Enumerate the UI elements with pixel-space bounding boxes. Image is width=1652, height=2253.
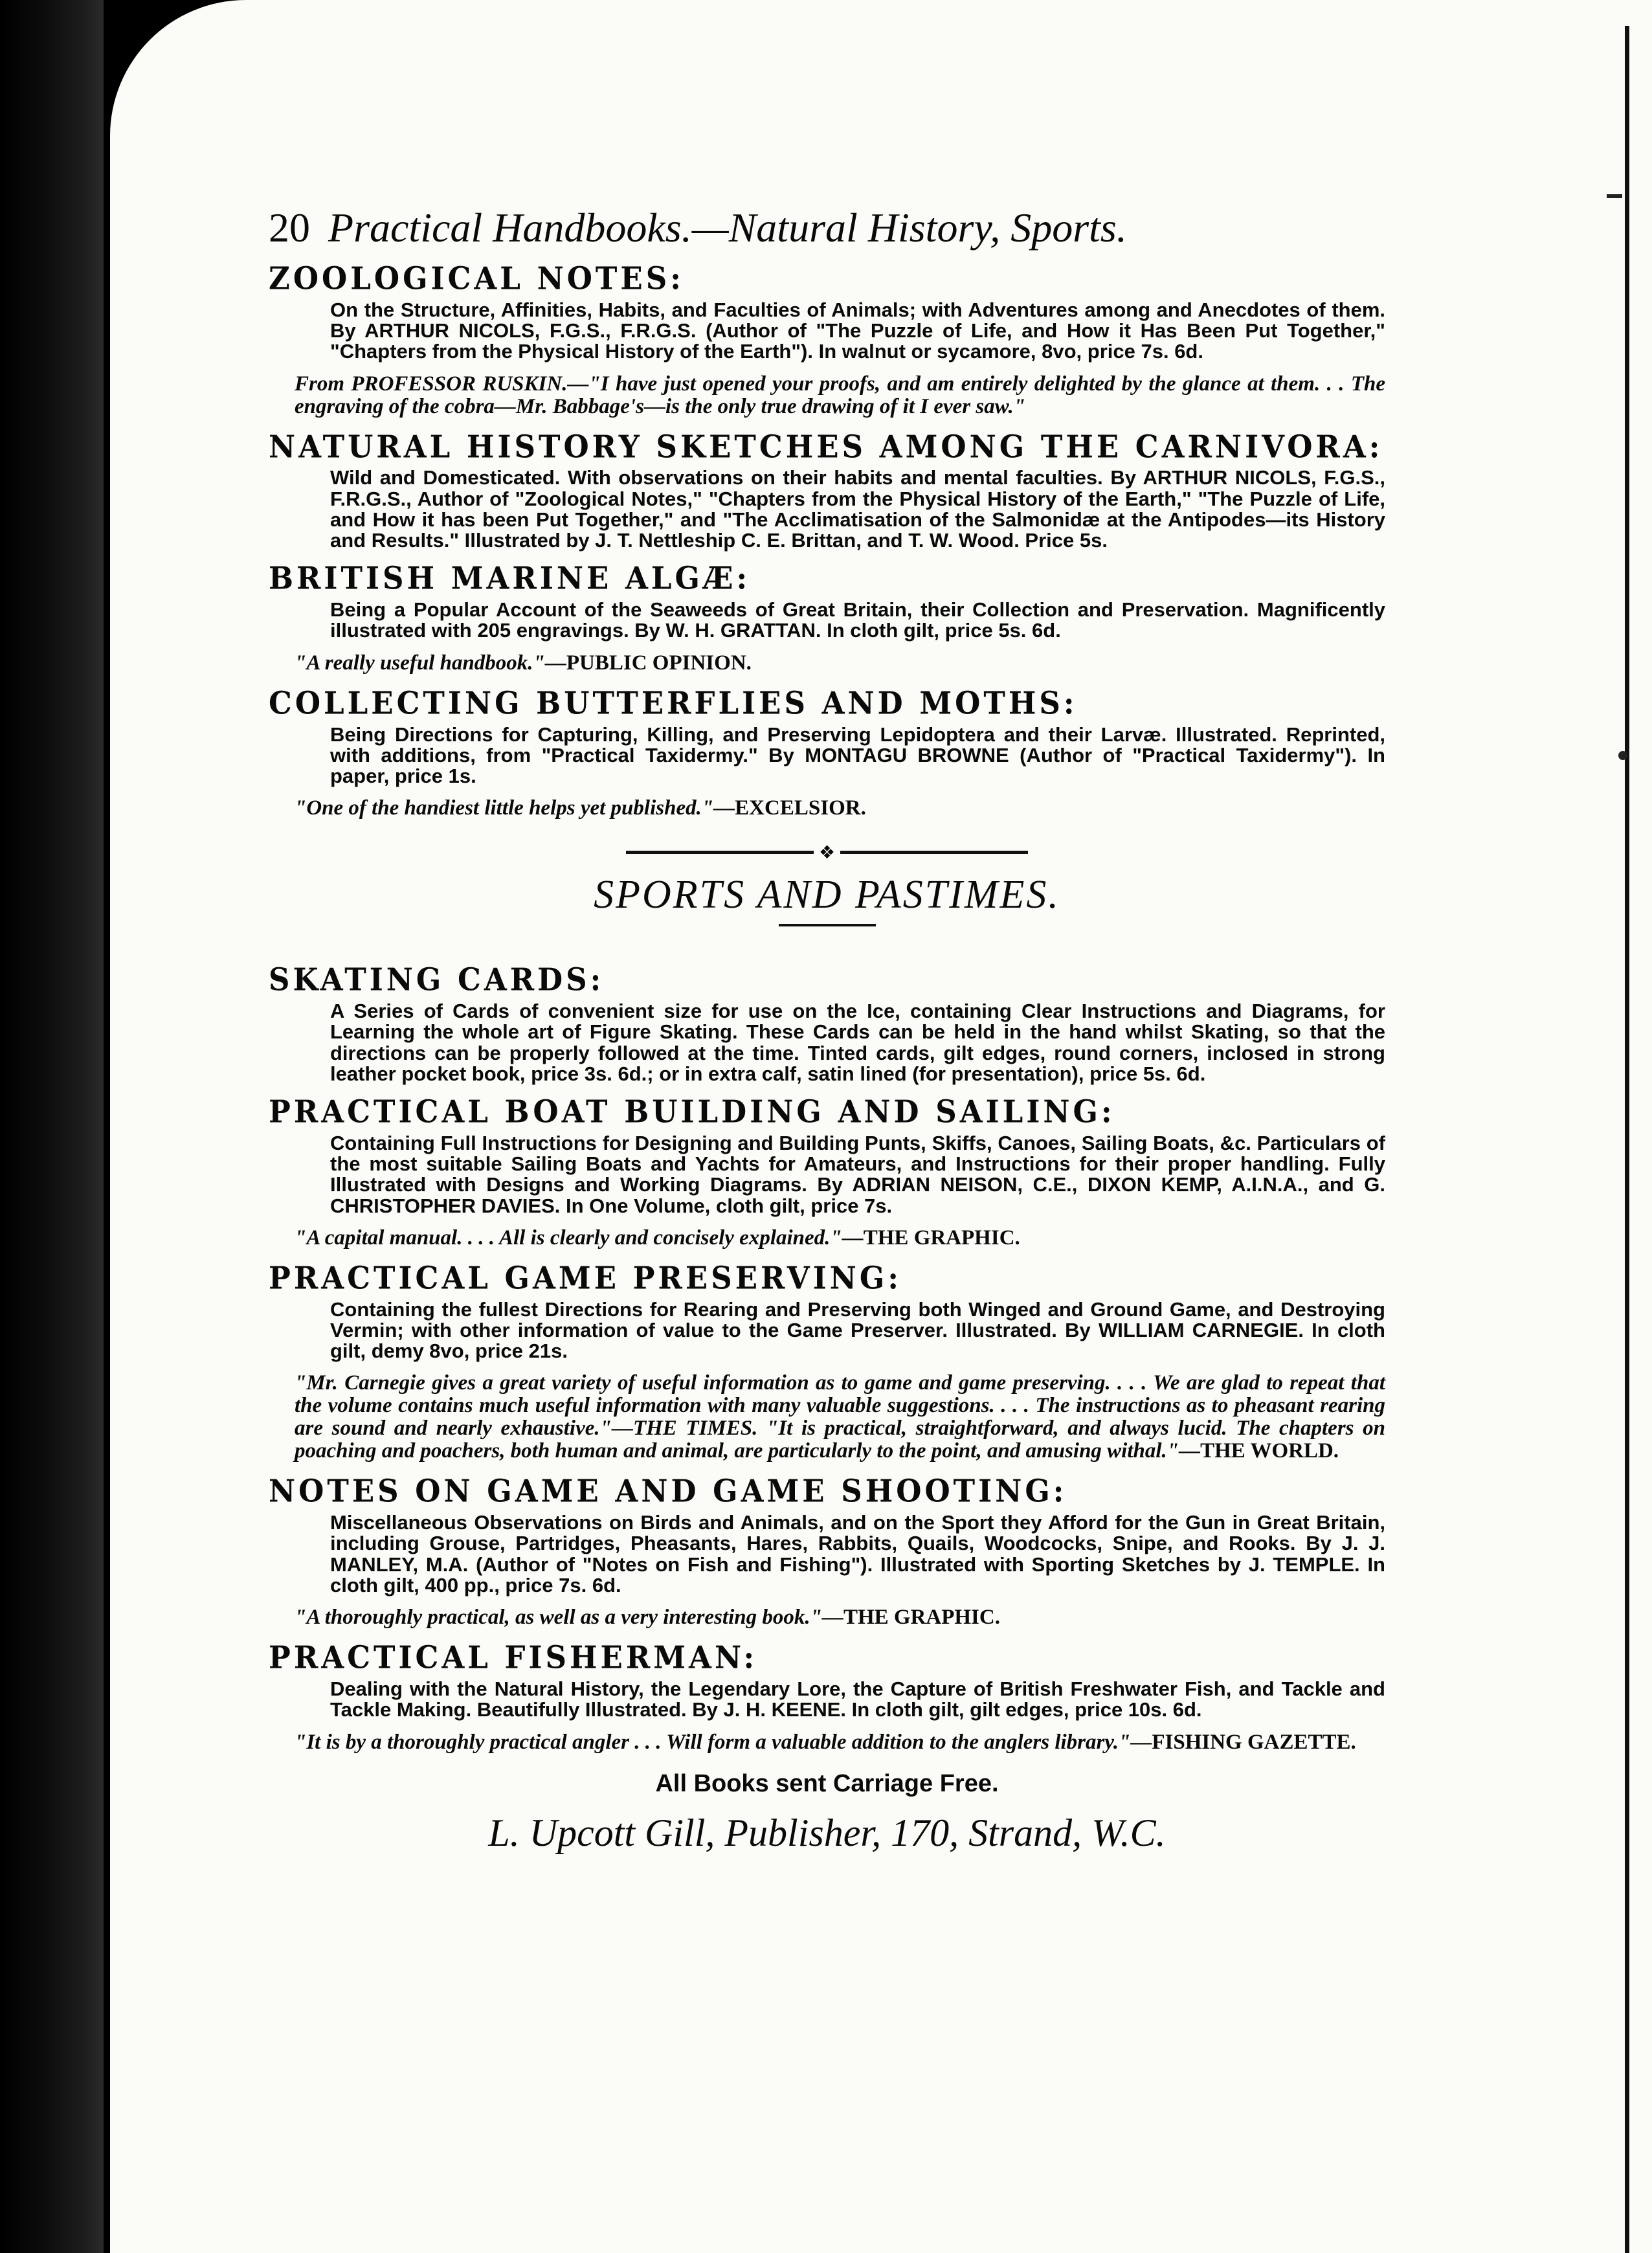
book-description: On the Structure, Affinities, Habits, and Faculties of Animals; with Adventures among and Anecdotes of them. By ARTHUR NICOLS, F.G.S., F.R.G.S. (Author of "The Puzzle of Life, and How it Has Been Put Together," "Chapters from the Physical History of the Earth"). In walnut or sycamore, 8vo, price 7s. 6d. (330, 298, 1385, 363)
book-description: Being Directions for Capturing, Killing, and Preserving Lepidoptera and their Larvæ. Illustrated. Reprinted, with additions, from "Practical Taxidermy." By MONTAGU BROWNE (Author of "Practical Taxidermy"). In paper, price 1s. (330, 723, 1385, 788)
quote-source: PUBLIC OPINION. (566, 651, 752, 675)
review-quote (295, 1372, 1385, 1463)
ornament-rule-left (626, 851, 814, 854)
book-title: PRACTICAL GAME PRESERVING: (269, 1260, 902, 1297)
quote-text: From PROFESSOR RUSKIN.—"I have just opened your proofs, and am entirely delighted by the glance at them. . . The engraving of the cobra—Mr. Babbage's—is the only true drawing of it I ever saw." (295, 372, 1385, 418)
book-entry (269, 1641, 1385, 1753)
carriage-note: All Books sent Carriage Free. (655, 1770, 999, 1798)
quote-text: "A thoroughly practical, as well as a very interesting book."— (295, 1606, 843, 1630)
quote-text: "A really useful handbook."— (295, 651, 566, 675)
book-binding-edge (0, 0, 104, 2253)
section-ornament (269, 842, 1385, 863)
quote-text: "A capital manual. . . . All is clearly and concisely explained."— (295, 1226, 864, 1250)
page-gutter-line (1625, 26, 1629, 2253)
review-quote (295, 1606, 1385, 1629)
review-quote (295, 1227, 1385, 1250)
running-head-title: Practical Handbooks.—Natural History, Sports. (328, 205, 1127, 251)
book-title: PRACTICAL BOAT BUILDING AND SAILING: (269, 1093, 1115, 1130)
quote-source: THE GRAPHIC. (863, 1226, 1020, 1250)
section-rule (779, 924, 876, 926)
book-title: PRACTICAL FISHERMAN: (269, 1639, 758, 1676)
book-title: NATURAL HISTORY SKETCHES AMONG THE CARNIVORA: (269, 429, 1383, 465)
book-title: COLLECTING BUTTERFLIES AND MOTHS: (269, 685, 1078, 721)
quote-source: THE WORLD. (1200, 1439, 1339, 1463)
quote-text: "One of the handiest little helps yet published."— (295, 796, 735, 820)
quote-source: FISHING GAZETTE. (1152, 1730, 1356, 1754)
quote-text: "Mr. Carnegie gives a great variety of useful information as to game and game preserving. . . . We are glad to repeat that the volume contains much useful information with many valuable suggestions. . . . The instructions as to pheasant rearing are sound and nearly exhaustive."—THE TIMES. "It is practical, straightforward, and always lucid. The chapters on poaching and poachers, both human and animal, are particularly to the point, and amusing withal."— (295, 1371, 1385, 1463)
gutter-mark (1607, 194, 1622, 198)
book-entry (269, 430, 1385, 552)
quote-source: EXCELSIOR. (735, 796, 866, 820)
sports-section (269, 963, 1385, 1753)
book-entry (269, 963, 1385, 1084)
ornament-rule-right (840, 851, 1028, 854)
book-title: NOTES ON GAME AND GAME SHOOTING: (269, 1473, 1067, 1510)
book-description: Containing the fullest Directions for Rearing and Preserving both Winged and Ground Game, and Destroying Vermin; with other information of value to the Game Preserver. Illustrated. By WILLIAM CARNEGIE. In cloth gilt, demy 8vo, price 21s. (330, 1297, 1385, 1363)
quote-source: THE GRAPHIC. (843, 1606, 1000, 1630)
page-number: 20 (269, 205, 310, 251)
review-quote (295, 797, 1385, 820)
quote-text: "It is by a thoroughly practical angler . . . Will form a valuable addition to the anglers library."— (295, 1730, 1152, 1754)
book-description: Miscellaneous Observations on Birds and Animals, and on the Sport they Afford for the Gun in Great Britain, including Grouse, Partridges, Pheasants, Hares, Rabbits, Quails, Woodcocks, Snipe, and Rooks. By J. J. MANLEY, M.A. (Author of "Notes on Fish and Fishing"). Illustrated with Sporting Sketches by J. TEMPLE. In cloth gilt, 400 pp., price 7s. 6d. (330, 1511, 1385, 1597)
book-description: A Series of Cards of convenient size for use on the Ice, containing Clear Instructions and Diagrams, for Learning the whole art of Figure Skating. These Cards can be held in the hand whilst Skating, so that the directions can be properly followed at the time. Tinted cards, gilt edges, round corners, inclosed in strong leather pocket book, price 3s. 6d.; or in extra calf, satin lined (for presentation), price 5s. 6d. (330, 1000, 1385, 1085)
book-title: ZOOLOGICAL NOTES: (269, 260, 684, 297)
book-description: Containing Full Instructions for Designing and Building Punts, Skiffs, Canoes, Sailing Boats, &c. Particulars of the most suitable Sailing Boats and Yachts for Amateurs, and Instructions for their proper handling. Fully Illustrated with Designs and Working Diagrams. By ADRIAN NEISON, C.E., DIXON KEMP, A.I.N.A., and G. CHRISTOPHER DAVIES. In One Volume, cloth gilt, price 7s. (330, 1131, 1385, 1217)
running-head (269, 207, 1385, 249)
natural-history-section (269, 262, 1385, 820)
page-content (269, 205, 1385, 1855)
gutter-mark (1618, 751, 1627, 760)
book-description: Being a Popular Account of the Seaweeds of Great Britain, their Collection and Preservation. Magnificently illustrated with 205 engravings. By W. H. GRATTAN. In cloth gilt, price 5s. 6d. (330, 598, 1385, 642)
book-entry (269, 561, 1385, 674)
book-description: Dealing with the Natural History, the Legendary Lore, the Capture of British Freshwater Fish, and Tackle and Tackle Making. Beautifully Illustrated. By J. H. KEENE. In cloth gilt, gilt edges, price 10s. 6d. (330, 1677, 1385, 1721)
book-entry (269, 1474, 1385, 1629)
review-quote (295, 373, 1385, 418)
book-entry (269, 686, 1385, 820)
book-entry (269, 1261, 1385, 1463)
book-title: SKATING CARDS: (269, 961, 605, 998)
publisher-imprint: L. Upcott Gill, Publisher, 170, Strand, W.C. (488, 1811, 1166, 1855)
review-quote (295, 1731, 1385, 1754)
review-quote (295, 652, 1385, 675)
book-title: BRITISH MARINE ALGÆ: (269, 560, 751, 597)
book-entry (269, 262, 1385, 418)
section-title: SPORTS AND PASTIMES. (594, 873, 1060, 917)
ornament-flourish-icon: ❖ (818, 842, 836, 864)
book-description: Wild and Domesticated. With observations on their habits and mental faculties. By ARTHUR NICOLS, F.G.S., F.R.G.S., Author of "Zoological Notes," "Chapters from the Physical History of the Earth," "The Puzzle of Life, and How it has been Put Together," and "The Acclimatisation of the Salmonidæ at the Antipodes—its History and Results." Illustrated by J. T. Nettleship C. E. Brittan, and T. W. Wood. Price 5s. (330, 466, 1385, 552)
book-entry (269, 1095, 1385, 1250)
